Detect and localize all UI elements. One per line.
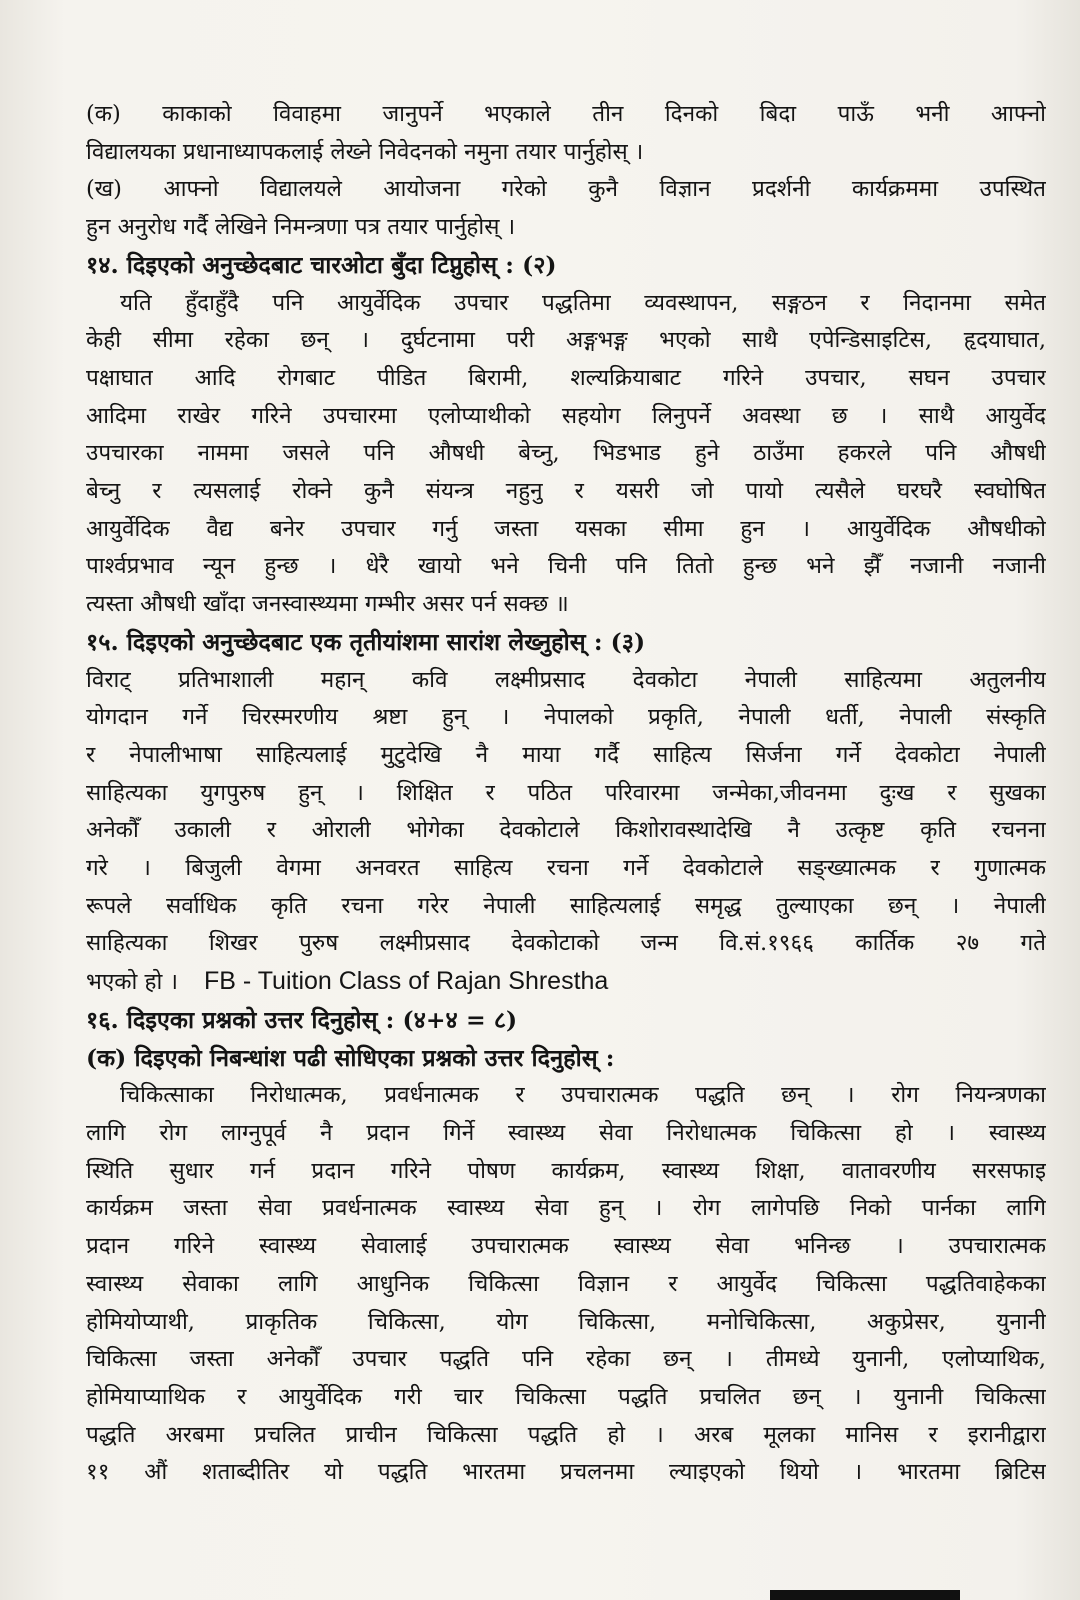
text-line: उपचारका नाममा जसले पनि औषधी बेच्नु, भिडभाड हुने ठाउँमा हकरले पनि औषधी [86, 440, 1046, 467]
text-line: चिकित्साका निरोधात्मक, प्रवर्धनात्मक र उपचारात्मक पद्धति छन् । रोग नियन्त्रणका [120, 1082, 1046, 1109]
text-line: आयुर्वेदिक वैद्य बनेर उपचार गर्नु जस्ता यसका सीमा हुन । आयुर्वेदिक औषधीको [86, 515, 1046, 542]
text-line: लागि रोग लाग्नुपूर्व नै प्रदान गिर्ने स्वास्थ्य सेवा निरोधात्मक चिकित्सा हो । स्वास्थ्य [86, 1119, 1046, 1146]
q15-paragraph [86, 662, 1046, 1002]
q15-heading: १५. दिइएको अनुच्छेदबाट एक तृतीयांशमा सारांश लेख्नुहोस् : (३) [86, 627, 646, 656]
text-line: बेच्नु र त्यसलाई रोक्ने कुनै संयन्त्र नहुनु र यसरी जो पायो त्यसैले घरघरै स्वघोषित [86, 478, 1046, 505]
credit-watermark: FB - Tuition Class of Rajan Shrestha [203, 967, 609, 996]
text-line: आदिमा राखेर गरिने उपचारमा एलोप्याथीको सहयोग लिनुपर्ने अवस्था छ । साथै आयुर्वेद [86, 402, 1046, 429]
text-line: कार्यक्रम जस्ता सेवा प्रवर्धनात्मक स्वास्थ्य सेवा हुन् । रोग लागेपछि निको पार्नका लागि [86, 1195, 1046, 1222]
document-body [86, 96, 1046, 1492]
text-line: पार्श्वप्रभाव न्यून हुन्छ । धेरै खायो भने चिनी पनि तितो हुन्छ भने झैँ नजानी नजानी [86, 553, 1046, 580]
text-line: (क) काकाको विवाहमा जानुपर्ने भएकाले तीन दिनको बिदा पाऊँ भनी आफ्नो [86, 101, 1046, 127]
last-line-text: भएको हो । [86, 969, 178, 996]
q14-heading: १४. दिइएको अनुच्छेदबाट चारओटा बुँदा टिप्नुहोस् : (२) [86, 250, 557, 279]
text-line: योगदान गर्ने चिरस्मरणीय श्रष्टा हुन् । नेपालको प्रकृति, नेपाली धर्ती, नेपाली संस्कृति [86, 704, 1046, 731]
text-line: रूपले सर्वाधिक कृति रचना गरेर नेपाली साहित्यलाई समृद्ध तुल्याएका छन् । नेपाली [86, 892, 1046, 919]
text-line: अनेकौँ उकाली र ओराली भोगेका देवकोटाले किशोरावस्थादेखि नै उत्कृष्ट कृति रचनना [86, 817, 1046, 844]
text-line: विराट् प्रतिभाशाली महान् कवि लक्ष्मीप्रसाद देवकोटा नेपाली साहित्यमा अतुलनीय [86, 666, 1046, 693]
text-line: साहित्यका शिखर पुरुष लक्ष्मीप्रसाद देवकोटाको जन्म वि.सं.१९६६ कार्तिक २७ गते [86, 930, 1046, 957]
text-line: ११ औं शताब्दीतिर यो पद्धति भारतमा प्रचलनमा ल्याइएको थियो । भारतमा ब्रिटिस [86, 1459, 1046, 1486]
q16-paragraph [86, 1077, 1046, 1492]
text-line: र नेपालीभाषा साहित्यलाई मुटुदेखि नै माया गर्दै साहित्य सिर्जना गर्ने देवकोटा नेपाली [86, 741, 1046, 768]
q16-heading: १६. दिइएका प्रश्नको उत्तर दिनुहोस् : (४+४ = ८) [86, 1005, 518, 1034]
text-line: केही सीमा रहेका छन् । दुर्घटनामा परी अङ्गभङ्ग भएको साथै एपेन्डिसाइटिस, हृदयाघात, [86, 327, 1046, 354]
text-line: यति हुँदाहुँदै पनि आयुर्वेदिक उपचार पद्धतिमा व्यवस्थापन, सङ्गठन र निदानमा समेत [120, 289, 1046, 316]
text-line: (ख) आफ्नो विद्यालयले आयोजना गरेको कुनै विज्ञान प्रदर्शनी कार्यक्रममा उपस्थित [86, 176, 1046, 203]
text-line: पद्धति अरबमा प्रचलित प्राचीन चिकित्सा पद्धति हो । अरब मूलका मानिस र इरानीद्वारा [86, 1421, 1046, 1448]
q13-option-b [86, 171, 1046, 246]
text-line: पक्षाघात आदि रोगबाट पीडित बिरामी, शल्यक्रियाबाट गरिने उपचार, सघन उपचार [86, 364, 1046, 391]
text-line: हुन अनुरोध गर्दै लेखिने निमन्त्रणा पत्र तयार पार्नुहोस् । [86, 214, 516, 241]
q16-subheading: (क) दिइएको निबन्धांश पढी सोधिएका प्रश्नको उत्तर दिनुहोस् : [86, 1043, 615, 1072]
text-line: विद्यालयका प्रधानाध्यापकलाई लेख्ने निवेदनको नमुना तयार पार्नुहोस् । [86, 138, 644, 165]
q14-paragraph [86, 285, 1046, 624]
text-line: प्रदान गरिने स्वास्थ्य सेवालाई उपचारात्मक स्वास्थ्य सेवा भनिन्छ । उपचारात्मक [86, 1233, 1046, 1260]
text-line: होमियोप्याथी, प्राकृतिक चिकित्सा, योग चिकित्सा, मनोचिकित्सा, अकुप्रेसर, युनानी [86, 1308, 1046, 1335]
text-line: साहित्यका युगपुरुष हुन् । शिक्षित र पठित परिवारमा जन्मेका,जीवनमा दुःख र सुखका [86, 779, 1046, 806]
text-line: गरे । बिजुली वेगमा अनवरत साहित्य रचना गर्ने देवकोटाले सङ्ख्यात्मक र गुणात्मक [86, 855, 1046, 882]
text-line: चिकित्सा जस्ता अनेकौँ उपचार पद्धति पनि रहेका छन् । तीमध्ये युनानी, एलोप्याथिक, [86, 1346, 1046, 1373]
text-line: त्यस्ता औषधी खाँदा जनस्वास्थ्यमा गम्भीर असर पर्न सक्छ ॥ [86, 591, 569, 618]
q13-option-a [86, 96, 1046, 171]
text-line: होमियाप्याथिक र आयुर्वेदिक गरी चार चिकित्सा पद्धति प्रचलित छन् । युनानी चिकित्सा [86, 1383, 1046, 1410]
text-line: स्वास्थ्य सेवाका लागि आधुनिक चिकित्सा विज्ञान र आयुर्वेद चिकित्सा पद्धतिवाहेकका [86, 1270, 1046, 1297]
text-line [86, 963, 1046, 1002]
page-bottom-tab [770, 1590, 960, 1600]
text-line: स्थिति सुधार गर्न प्रदान गरिने पोषण कार्यक्रम, स्वास्थ्य शिक्षा, वातावरणीय सरसफाइ [86, 1157, 1046, 1184]
